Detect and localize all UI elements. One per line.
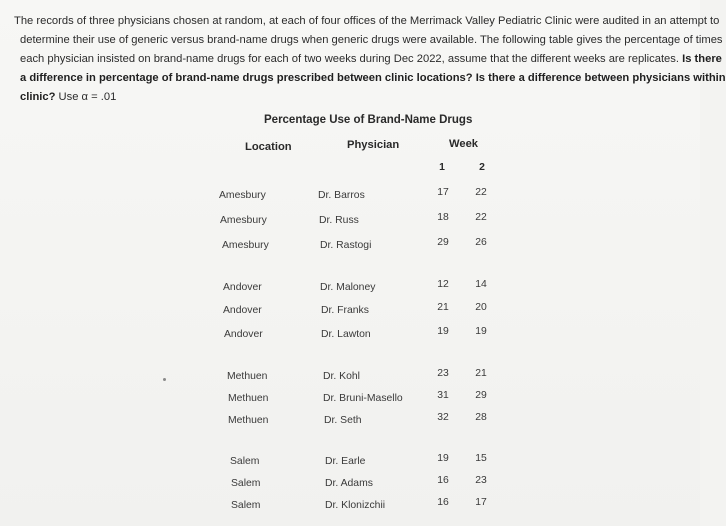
location-cell: Salem xyxy=(230,456,260,467)
week-2-value: 19 xyxy=(475,326,487,337)
week-2-value: 14 xyxy=(475,279,487,290)
problem-question-middle: a difference in percentage of brand-name drugs prescribed between clinic locations? Is there a difference between physicians within xyxy=(20,72,726,84)
week-1-value: 32 xyxy=(437,412,449,423)
week-1-value: 19 xyxy=(437,453,449,464)
week-2-value: 22 xyxy=(475,187,487,198)
week-1-value: 19 xyxy=(437,326,449,337)
location-cell: Amesbury xyxy=(222,240,269,251)
problem-question-end: clinic? xyxy=(20,91,56,103)
week-1-value: 18 xyxy=(437,212,449,223)
location-cell: Methuen xyxy=(228,415,269,426)
week-2-header: 2 xyxy=(479,162,485,173)
problem-line-3-text: each physician insisted on brand-name drugs for each of two weeks during Dec 2022, assume that the different weeks are replicates. xyxy=(20,53,683,65)
physician-cell: Dr. Klonizchii xyxy=(325,500,386,511)
week-2-value: 21 xyxy=(475,368,487,379)
problem-line-2: determine their use of generic versus brand-name drugs when generic drugs were available. The following table gives the percentage of times xyxy=(20,34,723,46)
physician-cell: Dr. Russ xyxy=(319,215,359,226)
week-1-value: 23 xyxy=(437,368,449,379)
problem-line-1: The records of three physicians chosen at random, at each of four offices of the Merrimack Valley Pediatric Clinic were audited in an attempt to xyxy=(14,15,720,27)
physician-cell: Dr. Maloney xyxy=(320,282,376,293)
week-1-value: 16 xyxy=(437,475,449,486)
location-cell: Methuen xyxy=(228,393,269,404)
physician-cell: Dr. Lawton xyxy=(321,329,371,340)
week-2-value: 17 xyxy=(475,497,487,508)
week-1-value: 17 xyxy=(437,187,449,198)
week-2-value: 15 xyxy=(475,453,487,464)
stray-mark xyxy=(163,378,166,381)
problem-statement xyxy=(14,12,726,107)
location-cell: Salem xyxy=(231,500,261,511)
location-cell: Amesbury xyxy=(219,190,266,201)
week-2-value: 29 xyxy=(475,390,487,401)
location-cell: Andover xyxy=(224,329,263,340)
week-2-value: 20 xyxy=(475,302,487,313)
week-1-header: 1 xyxy=(439,162,445,173)
physician-cell: Dr. Barros xyxy=(318,190,365,201)
physician-cell: Dr. Bruni-Masello xyxy=(323,393,403,404)
location-cell: Methuen xyxy=(227,371,268,382)
week-header: Week xyxy=(449,138,479,150)
problem-line-5 xyxy=(14,88,694,107)
problem-line-4 xyxy=(14,69,726,88)
week-1-value: 12 xyxy=(437,279,449,290)
location-header: Location xyxy=(245,141,292,153)
physician-cell: Dr. Adams xyxy=(325,478,373,489)
physician-cell: Dr. Earle xyxy=(325,456,366,467)
week-1-value: 31 xyxy=(437,390,449,401)
location-cell: Andover xyxy=(223,282,262,293)
physician-cell: Dr. Kohl xyxy=(323,371,360,382)
location-cell: Amesbury xyxy=(220,215,267,226)
problem-line-3 xyxy=(14,50,722,69)
physician-header: Physician xyxy=(347,139,400,151)
physician-cell: Dr. Rastogi xyxy=(320,240,372,251)
location-cell: Salem xyxy=(231,478,261,489)
week-2-value: 26 xyxy=(475,237,487,248)
physician-cell: Dr. Seth xyxy=(324,415,362,426)
location-cell: Andover xyxy=(223,305,262,316)
week-1-value: 29 xyxy=(437,237,449,248)
physician-cell: Dr. Franks xyxy=(321,305,369,316)
significance-level: Use α = .01 xyxy=(55,91,117,103)
week-1-value: 16 xyxy=(437,497,449,508)
problem-question-start: Is there xyxy=(682,53,722,65)
week-2-value: 23 xyxy=(475,475,487,486)
table-title: Percentage Use of Brand-Name Drugs xyxy=(264,114,473,126)
week-1-value: 21 xyxy=(437,302,449,313)
week-2-value: 22 xyxy=(475,212,487,223)
week-2-value: 28 xyxy=(475,412,487,423)
